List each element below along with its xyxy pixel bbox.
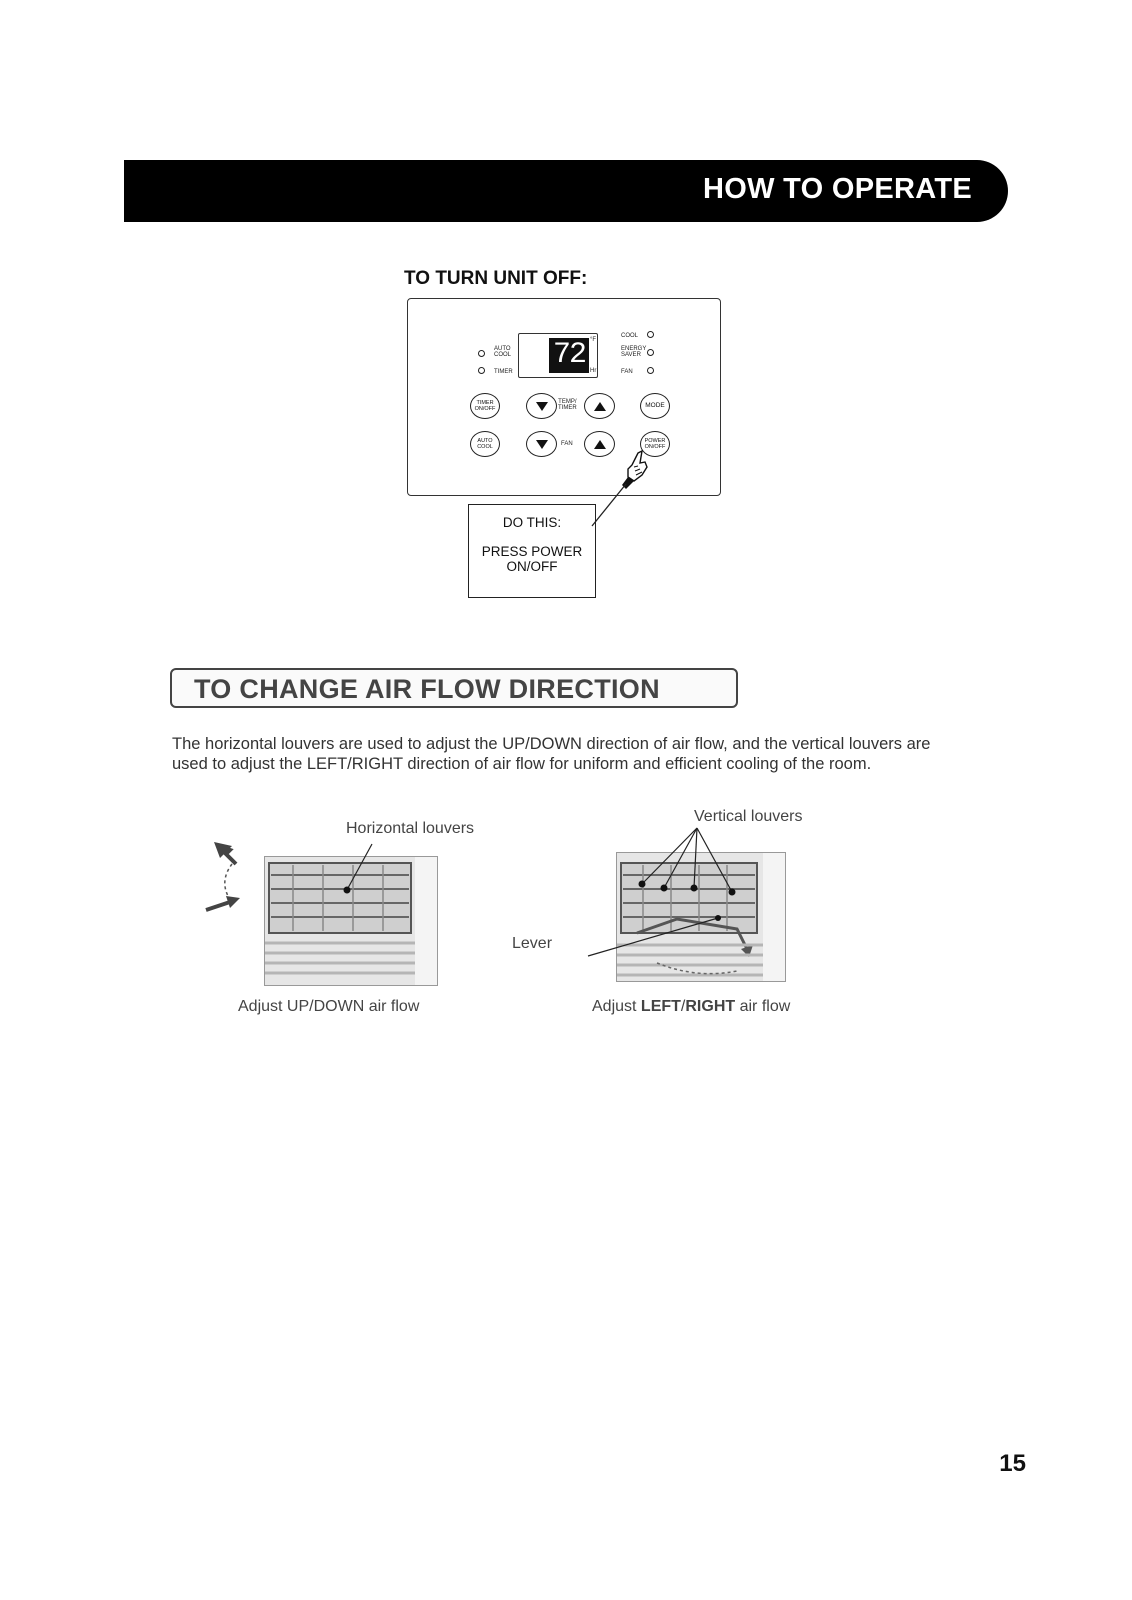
air-flow-title: TO CHANGE AIR FLOW DIRECTION [194, 674, 660, 704]
up-down-arrow-icon [200, 840, 252, 918]
fan-down-button[interactable] [526, 431, 557, 457]
energy-saver-indicator-label [621, 346, 646, 358]
callout-line2: ON/OFF [506, 559, 558, 574]
temp-timer-line2: TIMER [558, 405, 577, 411]
auto-cool-indicator-line1: AUTO [494, 346, 511, 352]
temperature-display [518, 333, 598, 378]
arrow-down-icon [536, 440, 548, 449]
caption-left-right [592, 998, 790, 1016]
auto-cool-led-icon [478, 350, 485, 357]
page-number: 15 [999, 1450, 1026, 1477]
header-banner [124, 160, 1008, 222]
unit-hour: Hr [590, 368, 597, 374]
arrow-up-icon [594, 402, 606, 411]
lever-pointer [586, 912, 722, 960]
auto-cool-indicator-label [494, 346, 511, 358]
temperature-readout: 72 [549, 338, 589, 373]
air-flow-title-box [170, 668, 738, 708]
auto-cool-indicator-line2: COOL [494, 352, 512, 358]
cool-led-icon [647, 331, 654, 338]
callout-heading: DO THIS: [502, 515, 562, 530]
callout-line1: PRESS POWER [481, 544, 583, 559]
fan-indicator-label: FAN [621, 369, 633, 375]
unit-fahrenheit: °F [590, 337, 597, 343]
auto-cool-button[interactable] [470, 431, 500, 457]
temp-timer-line1: TEMP/ [558, 399, 577, 405]
arrow-down-icon [536, 402, 548, 411]
caption-right-prefix: Adjust [592, 998, 641, 1015]
temp-timer-label [558, 399, 577, 411]
energy-saver-line2: SAVER [621, 352, 641, 358]
temp-down-button[interactable] [526, 393, 557, 419]
mode-button-label: MODE [645, 402, 665, 409]
control-panel [407, 298, 721, 496]
caption-right-left: LEFT [640, 998, 681, 1015]
horizontal-louvers-pointer [342, 842, 376, 898]
power-button-line2: ON/OFF [644, 444, 666, 450]
timer-led-icon [478, 367, 485, 374]
vertical-louvers-pointers [630, 824, 740, 900]
do-this-callout [468, 504, 596, 598]
temp-up-button[interactable] [584, 393, 615, 419]
caption-right-suffix: air flow [735, 998, 791, 1015]
auto-cool-button-line1: AUTO [477, 438, 493, 444]
auto-cool-button-line2: COOL [477, 444, 493, 450]
air-flow-paragraph: The horizontal louvers are used to adjust the UP/DOWN direction of air flow, and the vertical louvers are used to adjust the LEFT/RIGHT direction of air flow for uniform and efficient cooling of the room. [172, 735, 931, 773]
cool-indicator-label: COOL [621, 333, 639, 339]
mode-button[interactable] [640, 393, 670, 419]
power-button-line1: POWER [644, 438, 666, 444]
timer-indicator-label: TIMER [494, 369, 513, 375]
callout-connector-line [590, 482, 630, 528]
horizontal-louvers-label: Horizontal louvers [346, 820, 475, 837]
energy-saver-line1: ENERGY [621, 346, 647, 352]
fan-led-icon [647, 367, 654, 374]
timer-on-off-button[interactable] [470, 393, 500, 419]
arrow-up-icon [594, 440, 606, 449]
fan-up-button[interactable] [584, 431, 615, 457]
energy-saver-led-icon [647, 349, 654, 356]
timer-button-line1: TIMER [476, 400, 494, 406]
timer-button-line2: ON/OFF [474, 406, 496, 412]
fan-button-label: FAN [561, 441, 573, 447]
caption-right-separator: / [680, 998, 686, 1015]
vertical-louvers-label: Vertical louvers [694, 808, 803, 825]
header-title: HOW TO OPERATE [703, 173, 972, 205]
lever-label: Lever [512, 935, 553, 952]
caption-right-right: RIGHT [685, 998, 736, 1015]
turn-off-title: TO TURN UNIT OFF: [404, 268, 588, 289]
caption-up-down: Adjust UP/DOWN air flow [238, 998, 420, 1015]
